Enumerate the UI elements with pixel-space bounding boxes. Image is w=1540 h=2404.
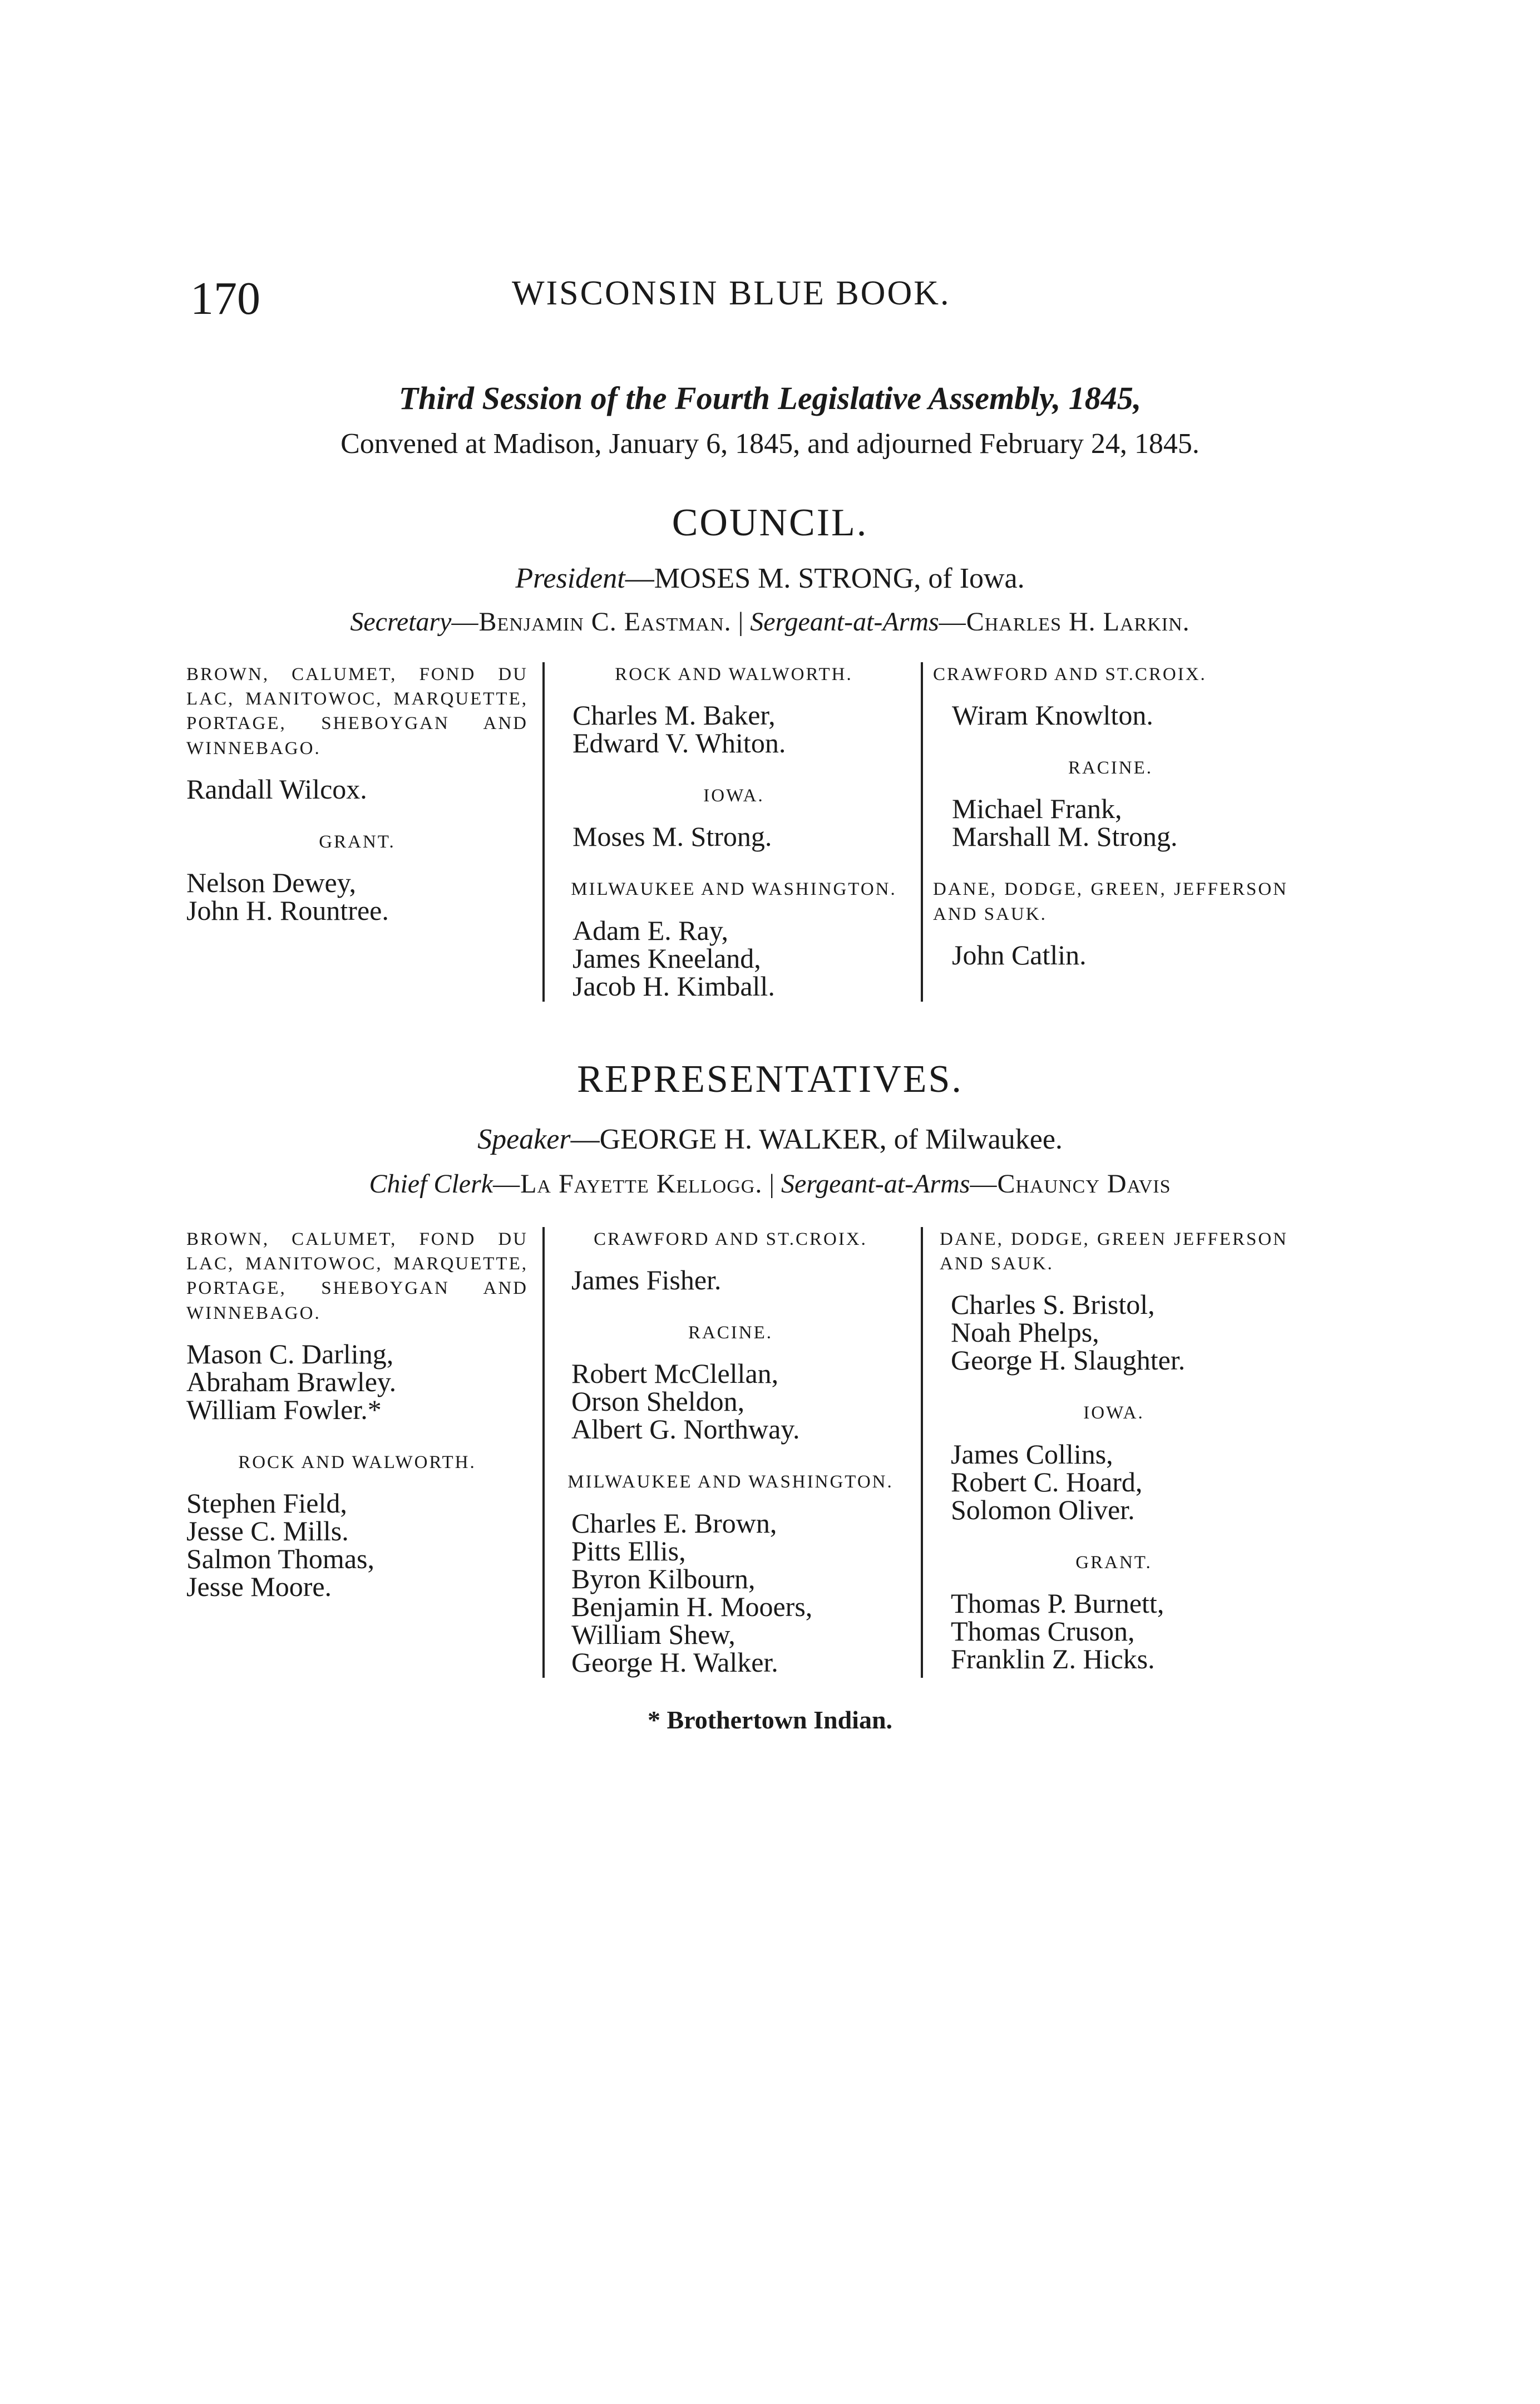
member-list xyxy=(940,1440,1288,1524)
member-list xyxy=(186,775,528,803)
member-name: John H. Rountree. xyxy=(186,895,389,927)
page-number: 170 xyxy=(190,273,260,324)
member-name: Salmon Thomas, xyxy=(186,1543,374,1575)
member-name: Robert McClellan, xyxy=(571,1358,779,1390)
representatives-columns xyxy=(186,1227,1299,1678)
member-name: Franklin Z. Hicks. xyxy=(951,1643,1155,1674)
council-sergeant-name: —Charles H. Larkin. xyxy=(939,607,1190,637)
officer-separator: | xyxy=(738,607,751,637)
speaker-name: —GEORGE H. WALKER, of Milwaukee. xyxy=(570,1124,1063,1155)
member-list xyxy=(555,1359,906,1443)
council-president-line xyxy=(0,562,1540,595)
officer-separator: | xyxy=(769,1169,781,1199)
assembly-sergeant-name: —Chauncy Davis xyxy=(970,1169,1171,1199)
assembly-column-1 xyxy=(186,1227,542,1678)
district-heading: CRAWFORD AND ST.CROIX. xyxy=(594,1229,867,1249)
president-name: —MOSES M. STRONG, of Iowa. xyxy=(625,563,1025,594)
district-heading: ROCK AND WALWORTH. xyxy=(238,1452,476,1472)
member-name: George H. Slaughter. xyxy=(951,1344,1186,1376)
member-name: Byron Kilbourn, xyxy=(571,1563,756,1594)
member-name: Michael Frank, xyxy=(952,793,1122,825)
member-name: Robert C. Hoard, xyxy=(951,1466,1143,1497)
session-title: Third Session of the Fourth Legislative Assembly, 1845, xyxy=(398,380,1142,416)
district-heading: RACINE. xyxy=(688,1323,773,1343)
member-list xyxy=(186,1340,528,1423)
speaker-label: Speaker xyxy=(477,1124,571,1155)
assembly-officers-line xyxy=(0,1169,1540,1199)
member-name: William Shew, xyxy=(571,1618,736,1650)
district-heading: BROWN, CALUMET, FOND DU LAC, MANITOWOC, MARQUETTE, PORTAGE, SHEBOYGAN AND WINNEBAGO. xyxy=(186,1229,528,1323)
member-name: Thomas P. Burnett, xyxy=(951,1587,1164,1619)
member-list xyxy=(561,701,906,757)
district-heading: RACINE. xyxy=(1068,758,1153,779)
representatives-heading: REPRESENTATIVES. xyxy=(577,1058,963,1101)
member-name: Mason C. Darling, xyxy=(186,1338,394,1370)
member-list xyxy=(555,1266,906,1294)
president-label: President xyxy=(515,563,625,594)
member-name: Charles S. Bristol, xyxy=(951,1289,1155,1321)
member-name: Benjamin H. Mooers, xyxy=(571,1590,813,1622)
district-heading: DANE, DODGE, GREEN JEFFERSON AND SAUK. xyxy=(940,1229,1288,1274)
secretary-label: Secretary xyxy=(350,607,452,637)
member-name: Jacob H. Kimball. xyxy=(572,970,775,1002)
member-name: Thomas Cruson, xyxy=(951,1615,1135,1647)
district-heading: DANE, DODGE, GREEN, JEFFERSON AND SAUK. xyxy=(933,879,1288,924)
district-heading: MILWAUKEE AND WASHINGTON. xyxy=(571,879,897,900)
assembly-column-2 xyxy=(542,1227,921,1678)
member-name: John Catlin. xyxy=(952,939,1087,971)
member-list xyxy=(186,1487,528,1603)
member-list xyxy=(933,941,1288,969)
member-name: Noah Phelps, xyxy=(951,1317,1099,1348)
member-name: Marshall M. Strong. xyxy=(952,821,1178,853)
member-name: Moses M. Strong. xyxy=(572,821,772,853)
assembly-sergeant-label: Sergeant-at-Arms xyxy=(781,1169,970,1199)
member-list xyxy=(561,821,906,853)
council-column-3 xyxy=(921,662,1288,1002)
clerk-label: Chief Clerk xyxy=(369,1169,493,1199)
running-head: WISCONSIN BLUE BOOK. xyxy=(512,274,951,312)
district-heading: BROWN, CALUMET, FOND DU LAC, MANITOWOC, MARQUETTE, PORTAGE, SHEBOYGAN AND WINNEBAGO. xyxy=(186,664,528,758)
secretary-name: —Benjamin C. Eastman. xyxy=(451,607,732,637)
member-name: Charles M. Baker, xyxy=(572,699,776,731)
footnote: * Brothertown Indian. xyxy=(647,1706,893,1734)
district-heading: IOWA. xyxy=(703,786,764,806)
member-name: Pitts Ellis, xyxy=(571,1535,686,1566)
member-name: Jesse Moore. xyxy=(186,1571,332,1603)
assembly-column-3 xyxy=(921,1227,1288,1678)
member-list xyxy=(940,1290,1288,1374)
district-heading: GRANT. xyxy=(1075,1552,1152,1573)
member-list xyxy=(186,867,528,927)
member-name: Orson Sheldon, xyxy=(571,1386,745,1417)
member-list xyxy=(940,1589,1288,1673)
session-dates: Convened at Madison, January 6, 1845, and adjourned February 24, 1845. xyxy=(340,428,1200,460)
council-sergeant-label: Sergeant-at-Arms xyxy=(750,607,939,637)
district-heading: ROCK AND WALWORTH. xyxy=(615,664,853,684)
member-name: Wiram Knowlton. xyxy=(952,699,1153,731)
member-name: Charles E. Brown, xyxy=(571,1507,777,1539)
assembly-speaker-line xyxy=(0,1123,1540,1156)
member-name: James Collins, xyxy=(951,1438,1113,1470)
council-officers-line xyxy=(0,607,1540,637)
district-heading: CRAWFORD AND ST.CROIX. xyxy=(933,664,1207,684)
member-list xyxy=(555,1509,906,1676)
district-heading: IOWA. xyxy=(1083,1403,1144,1423)
member-name: Jesse C. Mills. xyxy=(186,1515,349,1547)
member-name: Nelson Dewey, xyxy=(186,867,357,899)
member-name: Adam E. Ray, xyxy=(572,914,729,946)
member-name: Solomon Oliver. xyxy=(951,1494,1135,1525)
member-name: Edward V. Whiton. xyxy=(572,727,786,759)
member-list xyxy=(561,914,906,1002)
member-list xyxy=(933,701,1288,729)
council-column-1 xyxy=(186,662,542,1002)
member-name: George H. Walker. xyxy=(571,1646,778,1678)
member-name: Abraham Brawley. xyxy=(186,1366,397,1397)
member-list xyxy=(933,793,1288,853)
council-columns xyxy=(186,662,1299,1002)
member-name: William Fowler.* xyxy=(186,1393,382,1425)
district-heading: GRANT. xyxy=(319,831,396,852)
clerk-name: —La Fayette Kellogg. xyxy=(493,1169,763,1199)
member-name: Albert G. Northway. xyxy=(571,1413,800,1445)
council-heading: COUNCIL. xyxy=(672,501,868,544)
council-column-2 xyxy=(542,662,921,1002)
member-name: James Fisher. xyxy=(571,1264,722,1296)
district-heading: MILWAUKEE AND WASHINGTON. xyxy=(567,1472,894,1492)
member-name: Stephen Field, xyxy=(186,1487,347,1519)
member-name: James Kneeland, xyxy=(572,942,761,974)
member-name: Randall Wilcox. xyxy=(186,773,367,805)
